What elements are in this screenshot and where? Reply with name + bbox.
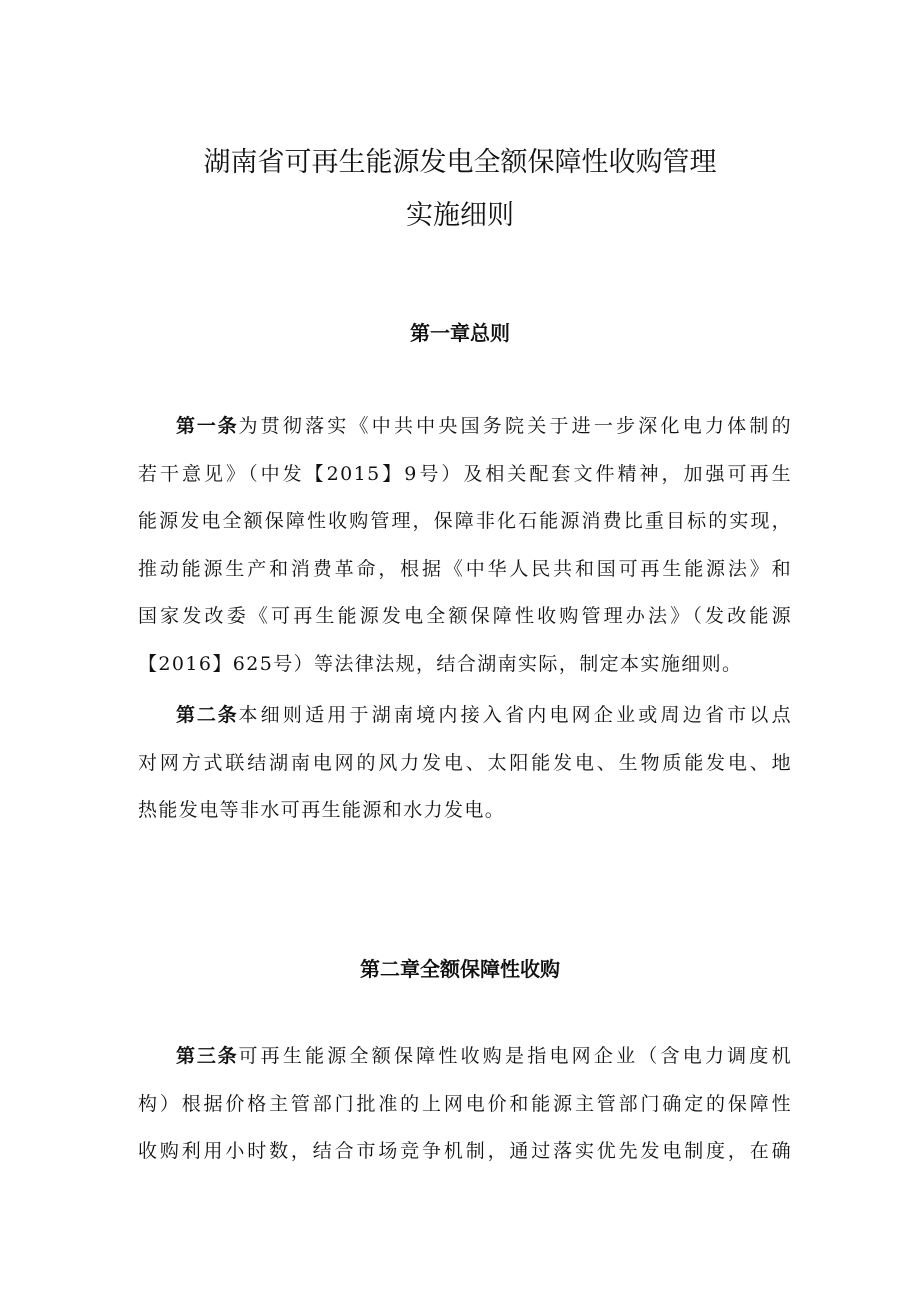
article-3-line-3: 收购利用小时数，结合市场竞争机制，通过落实优先发电制度，在确 — [138, 1140, 792, 1162]
article-2 — [138, 692, 792, 835]
article-2-line-3: 热能发电等非水可再生能源和水力发电。 — [138, 799, 506, 821]
article-1 — [138, 403, 792, 688]
article-1-line-6: 【2016】625号）等法律法规，结合湖南实际，制定本实施细则。 — [138, 652, 743, 675]
chapter-2-heading: 第二章全额保障性收购 — [360, 957, 560, 981]
article-1-line-1 — [138, 403, 792, 451]
article-3-line-1 — [138, 1033, 792, 1081]
article-1-label: 第一条 — [176, 415, 239, 437]
article-3-text-1: 可再生能源全额保障性收购是指电网企业（含电力调度机 — [238, 1045, 792, 1067]
article-1-line-4: 推动能源生产和消费革命，根据《中华人民共和国可再生能源法》和 — [138, 557, 792, 580]
article-2-text-1: 本细则适用于湖南境内接入省内电网企业或周边省市以点 — [238, 704, 792, 726]
article-1-line-3: 能源发电全额保障性收购管理，保障非化石能源消费比重目标的实现， — [138, 510, 792, 532]
document-title-line1: 湖南省可再生能源发电全额保障性收购管理 — [203, 147, 717, 178]
article-3 — [138, 1033, 792, 1176]
article-3-label: 第三条 — [176, 1045, 239, 1067]
article-2-line-1 — [138, 692, 792, 740]
article-1-text-1: 为贯彻落实《中共中央国务院关于进一步深化电力体制的 — [238, 415, 792, 437]
article-1-line-2: 若干意见》（中发【2015】9号）及相关配套文件精神，加强可再生 — [138, 462, 792, 485]
document-title-line2: 实施细则 — [406, 200, 514, 231]
article-2-line-2: 对网方式联结湖南电网的风力发电、太阳能发电、生物质能发电、地 — [138, 751, 792, 774]
article-1-line-5: 国家发改委《可再生能源发电全额保障性收购管理办法》（发改能源 — [138, 605, 792, 627]
chapter-1-heading: 第一章总则 — [410, 321, 510, 345]
article-2-label: 第二条 — [176, 704, 239, 726]
article-3-line-2: 构）根据价格主管部门批准的上网电价和能源主管部门确定的保障性 — [138, 1092, 792, 1115]
